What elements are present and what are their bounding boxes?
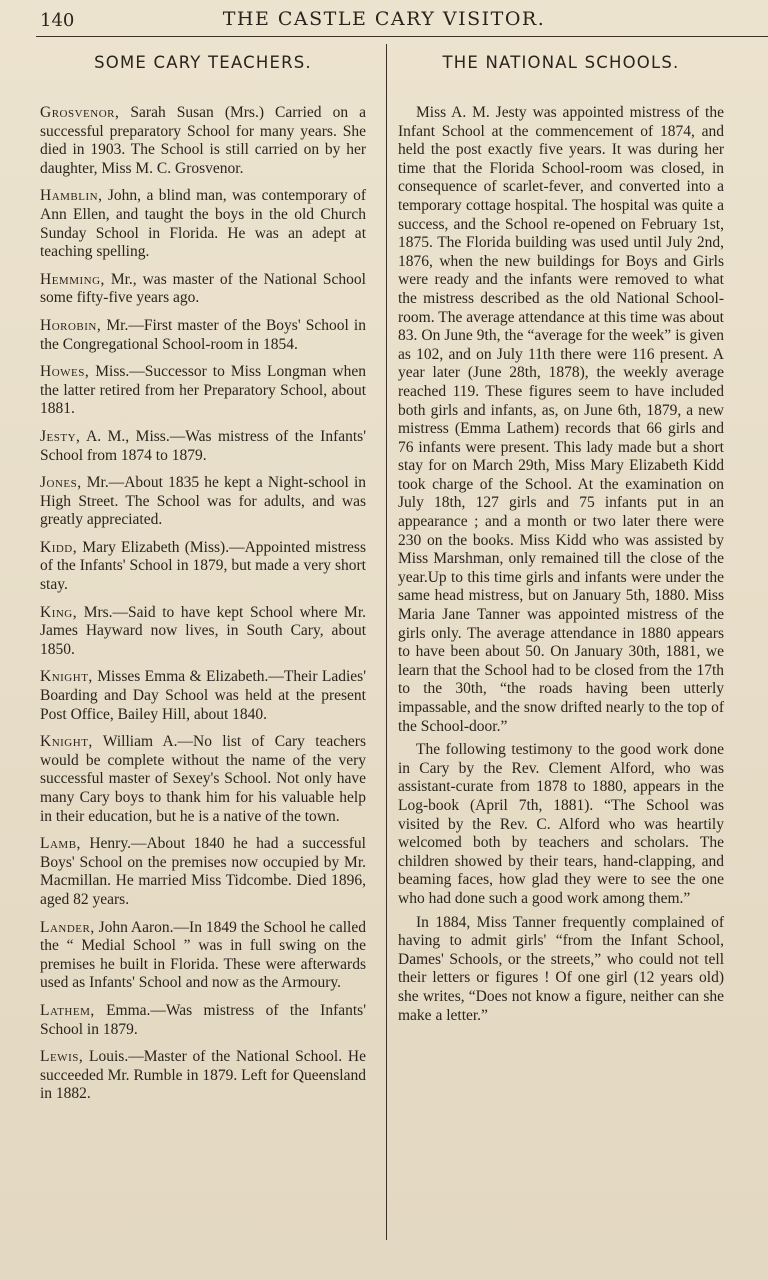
teacher-entry bbox=[40, 271, 366, 308]
teacher-entry bbox=[40, 668, 366, 724]
teacher-description: Mr., was master of the National School some fifty-five years ago. bbox=[40, 270, 366, 307]
teacher-description: William A.—No list of Cary teachers would be complete without the name of the very successful master of Sexey's School. Not only have many Cary boys to thank him for his valuable help in their education, but he is a native of the town. bbox=[40, 733, 366, 825]
teacher-surname: Howes, bbox=[40, 363, 90, 381]
teacher-surname: Knight, bbox=[40, 733, 93, 751]
teacher-description: Louis.—Master of the National School. He succeeded Mr. Rumble in 1879. Left for Queensland in 1882. bbox=[40, 1048, 366, 1103]
teacher-description: Mrs.—Said to have kept School where Mr. James Hayward now lives, in South Cary, about 1850. bbox=[40, 603, 366, 658]
teacher-entry bbox=[40, 104, 366, 178]
national-schools-text bbox=[398, 104, 724, 1025]
page-header bbox=[0, 6, 768, 36]
page-number: 140 bbox=[40, 10, 75, 31]
teacher-entry bbox=[40, 187, 366, 261]
teacher-description: Emma.—Was mistress of the Infants' School in 1879. bbox=[40, 1001, 366, 1038]
teacher-description: A. M., Miss.—Was mistress of the Infants' School from 1874 to 1879. bbox=[40, 427, 366, 464]
left-column bbox=[40, 52, 366, 1113]
teacher-entry bbox=[40, 604, 366, 660]
teacher-description: Miss.—Successor to Miss Longman when the latter retired from her Preparatory School, about 1881. bbox=[40, 363, 366, 418]
right-column bbox=[398, 52, 724, 1030]
teacher-entry bbox=[40, 919, 366, 993]
teacher-entry bbox=[40, 1048, 366, 1104]
teacher-entry bbox=[40, 317, 366, 354]
teacher-description: Mary Elizabeth (Miss).—Appointed mistress of the Infants' School in 1879, but made a very short stay. bbox=[40, 538, 366, 594]
column-divider bbox=[386, 44, 387, 1240]
teacher-surname: Grosvenor, bbox=[40, 104, 120, 121]
running-title: THE CASTLE CARY VISITOR. bbox=[222, 8, 546, 30]
teacher-surname: Hemming, bbox=[40, 270, 105, 288]
teacher-surname: Horobin, bbox=[40, 316, 102, 334]
teacher-description: Mr.—First master of the Boys' School in the Congregational School-room in 1854. bbox=[40, 316, 366, 353]
teacher-entry bbox=[40, 474, 366, 530]
body-paragraph: The following testimony to the good work done in Cary by the Rev. Clement Alford, who was assistant-curate from 1878 to 1880, appears in the Log-book (April 7th, 1881). “The School was visited by the Rev. C. Alford who was heartily welcomed both by teachers and scholars. The children showed by their tears, hand-clapping, and beaming faces, how glad they were to see the one who had done such a good work among them.” bbox=[398, 741, 724, 907]
teacher-surname: Knight, bbox=[40, 668, 93, 686]
right-column-title: THE NATIONAL SCHOOLS. bbox=[442, 53, 680, 72]
header-rule bbox=[36, 36, 768, 37]
teacher-description: John Aaron.—In 1849 the School he called the “ Medial School ” was in full swing on the premises he built in Florida. These were afterwards used as Infants' School and now as the Armoury. bbox=[40, 918, 366, 992]
teacher-entry bbox=[40, 733, 366, 826]
teacher-surname: Hamblin, bbox=[40, 187, 103, 205]
teacher-description: Henry.—About 1840 he had a successful Boys' School on the premises now occupied by Mr. Macmillan. He married Miss Tidcombe. Died 1896, aged 82 years. bbox=[40, 835, 366, 908]
teacher-surname: Jones, bbox=[40, 474, 82, 492]
teacher-description: Sarah Susan (Mrs.) Carried on a successful preparatory School for many years. She died in 1903. The School is still carried on by her daughter, Miss M. C. Grosvenor. bbox=[40, 104, 366, 177]
left-column-title: SOME CARY TEACHERS. bbox=[94, 53, 312, 72]
teacher-surname: Lander, bbox=[40, 918, 95, 936]
teacher-entries bbox=[40, 104, 366, 1104]
teacher-surname: Lamb, bbox=[40, 835, 81, 853]
teacher-surname: Lathem, bbox=[40, 1001, 95, 1019]
teacher-description: John, a blind man, was contemporary of Ann Ellen, and taught the boys in the old Church Sunday School in Florida. He was an adept at teaching spelling. bbox=[40, 187, 366, 261]
teacher-surname: Lewis, bbox=[40, 1048, 84, 1066]
body-paragraph: In 1884, Miss Tanner frequently complained of having to admit girls' “from the Infant School, Dames' Schools, or the streets,” who could not tell their letters or figures ! Of one girl (12 years old) she writes, “Does not know a figure, neither can she make a letter.” bbox=[398, 913, 724, 1024]
teacher-entry bbox=[40, 1002, 366, 1039]
teacher-entry bbox=[40, 539, 366, 595]
teacher-entry bbox=[40, 835, 366, 909]
teacher-description: Mr.—About 1835 he kept a Night-school in High Street. The School was for adults, and was greatly appreciated. bbox=[40, 474, 366, 529]
teacher-surname: Kidd, bbox=[40, 538, 78, 556]
body-paragraph: Miss A. M. Jesty was appointed mistress of the Infant School at the commencement of 1874, and held the post exactly five years. It was during her time that the Florida School-room was closed, in consequence of scarlet-fever, and converted into a temporary cottage hospital. The hospital was quite a success, and the School re-opened on February 1st, 1875. The Florida building was used until July 2nd, 1876, when the new buildings for Boys and Girls were ready and the infants were removed to what the mistress described as the old National School-room. The average attendance at this time was about 83. On June 9th, the “average for the week” is given as 102, and on July 11th there were 116 present. A year later (June 28th, 1878), the weekly average reached 119. These figures seem to have included both girls and infants, as, on June 6th, 1879, a new mistress (Emma Lathem) records that 66 girls and 76 infants were present. This lady made but a short stay for on March 29th, Miss Mary Elizabeth Kidd took charge of the School. At the examination on July 18th, 127 girls and 75 infants put in an appearance ; and a month or two later there were 230 on the books. Miss Kidd who was assisted by Miss Marshman, only remained till the close of the year.Up to this time girls and infants were under the same head mistress, but on January 5th, 1880. Miss Maria Jane Tanner was appointed mistress of the girls only. The average attendance in 1880 appears to have been about 50. On January 30th, 1881, we learn that the School had to be closed from the 17th to the 30th, “the roads having been utterly impassable, and the snow drifted nearly to the top of the School-door.” bbox=[398, 104, 724, 735]
teacher-description: Misses Emma & Elizabeth.—Their Ladies' Boarding and Day School was held at the present Post Office, Bailey Hill, about 1840. bbox=[40, 668, 366, 723]
teacher-entry bbox=[40, 363, 366, 419]
teacher-surname: King, bbox=[40, 603, 78, 621]
teacher-surname: Jesty, bbox=[40, 427, 81, 445]
teacher-entry bbox=[40, 428, 366, 465]
